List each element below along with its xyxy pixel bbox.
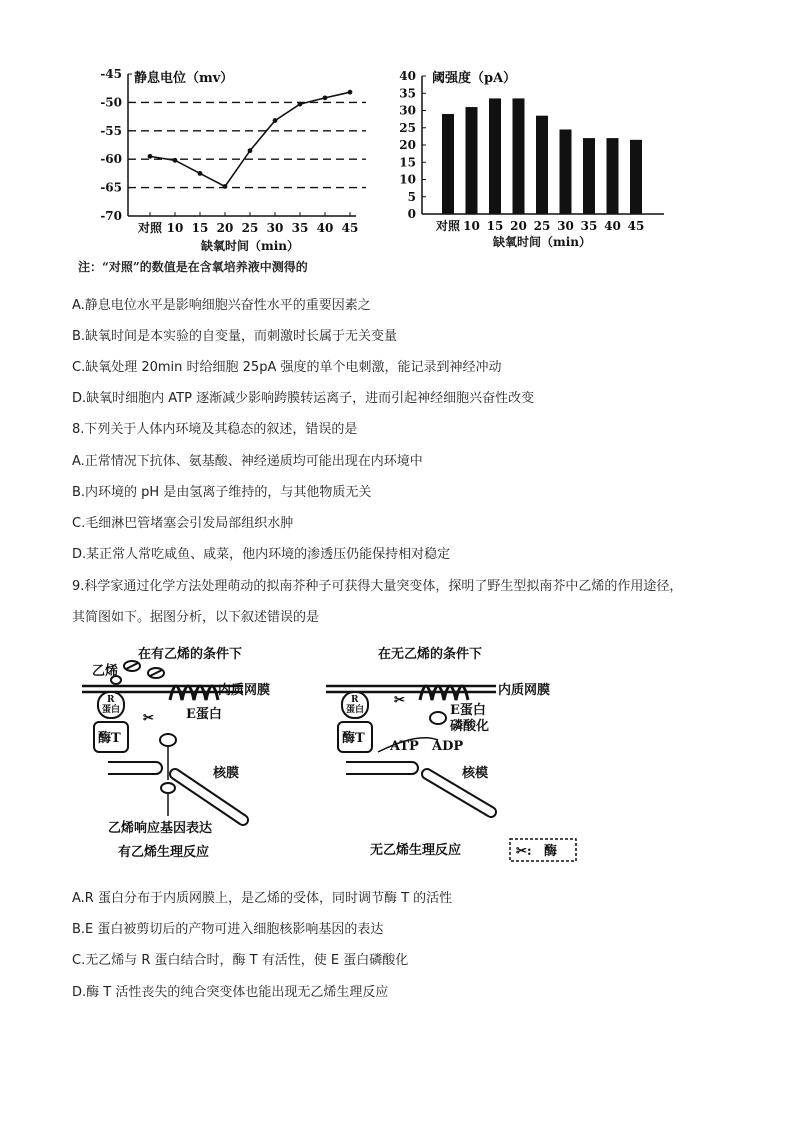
x-tick-label: 25 xyxy=(533,219,551,233)
adp-label: ADP xyxy=(432,739,464,754)
x-tick-label: 对照 xyxy=(137,221,163,235)
svg-text:蛋白: 蛋白 xyxy=(102,705,121,715)
x-tick-label: 30 xyxy=(557,219,574,233)
y-tick-label: -60 xyxy=(100,152,122,167)
q8-option-a: A.正常情况下抗体、氨基酸、神经递质均可能出现在内环境中 xyxy=(72,454,423,469)
q9-option-d: D.酶 T 活性丧失的纯合突变体也能出现无乙烯生理反应 xyxy=(72,985,389,1000)
svg-text:酶T: 酶T xyxy=(342,731,365,746)
bar xyxy=(513,98,525,214)
svg-text:R: R xyxy=(351,695,359,705)
e-protein-fragment-left xyxy=(160,734,176,746)
q7-option-a: A.静息电位水平是影响细胞兴奋性水平的重要因素之 xyxy=(72,298,371,313)
y-tick-label: 20 xyxy=(399,138,416,152)
ethylene-pathway-diagram xyxy=(78,640,578,870)
q8-option-c: C.毛细淋巴管堵塞会引发局部组织水肿 xyxy=(72,516,294,531)
svg-text:磷酸化: 磷酸化 xyxy=(450,719,490,734)
bar xyxy=(583,138,595,214)
chart-note: 注：“对照”的数值是在含氧培养液中测得的 xyxy=(78,260,308,274)
svg-text:R: R xyxy=(107,695,115,705)
q8-option-d: D.某正常人常吃咸鱼、咸菜，他内环境的渗透压仍能保持相对稳定 xyxy=(72,547,451,562)
x-tick-label: 对照 xyxy=(435,219,461,233)
x-tick-label: 35 xyxy=(580,219,598,233)
q9-stem-line1: 9.科学家通过化学方法处理萌动的拟南芥种子可获得大量突变体，探明了野生型拟南芥中乙烯的作用途径， xyxy=(72,579,683,594)
x-axis-label: 缺氧时间（min） xyxy=(201,239,299,253)
y-tick-label: -70 xyxy=(100,209,122,223)
bar xyxy=(489,98,501,214)
bar xyxy=(607,138,619,214)
y-tick-label: 30 xyxy=(399,103,416,118)
chart-title: 阈强度（pA） xyxy=(432,71,517,86)
y-tick-label: 0 xyxy=(407,207,416,221)
bar xyxy=(466,107,478,214)
data-point xyxy=(298,102,303,107)
chart-title: 静息电位（mv） xyxy=(134,71,234,86)
x-tick-label: 15 xyxy=(486,219,504,233)
y-tick-label: 10 xyxy=(399,172,416,187)
data-point xyxy=(223,184,228,189)
er-membrane-right xyxy=(326,686,496,692)
response-left-label: 有乙烯生理反应 xyxy=(118,845,210,860)
nuclear-membrane-label-left: 核膜 xyxy=(213,766,240,781)
nuclear-membrane-label-right: 核模 xyxy=(462,766,489,781)
q9-stem-line2: 其简图如下。据图分析，以下叙述错误的是 xyxy=(72,610,320,625)
data-point xyxy=(248,148,253,153)
svg-text:酶T: 酶T xyxy=(98,731,121,746)
data-point xyxy=(323,95,328,100)
q9-option-a: A.R 蛋白分布于内质网膜上，是乙烯的受体，同时调节酶 T 的活性 xyxy=(72,891,453,906)
bar xyxy=(630,140,642,214)
x-tick-label: 40 xyxy=(604,219,621,233)
y-tick-label: 25 xyxy=(399,120,416,135)
response-right-label: 无乙烯生理反应 xyxy=(370,843,462,858)
q8-option-b: B.内环境的 pH 是由氢离子维持的，与其他物质无关 xyxy=(72,485,372,500)
data-point xyxy=(348,90,353,95)
svg-text:✂: ✂ xyxy=(394,693,405,708)
x-tick-label: 40 xyxy=(316,221,334,235)
x-tick-label: 10 xyxy=(463,219,480,233)
series-line xyxy=(150,92,350,186)
atp-label: ATP xyxy=(390,739,419,754)
svg-text:E蛋白: E蛋白 xyxy=(450,703,486,718)
threshold-chart xyxy=(392,66,672,256)
ethylene-label: 乙烯 xyxy=(92,664,119,679)
y-tick-label: 35 xyxy=(399,86,416,101)
right-panel-title: 在无乙烯的条件下 xyxy=(378,647,483,662)
y-tick-label: 15 xyxy=(399,155,416,170)
y-tick-label: -55 xyxy=(100,123,122,138)
x-tick-label: 30 xyxy=(266,221,284,235)
y-tick-label: -65 xyxy=(100,180,122,195)
svg-text:✂:: ✂: xyxy=(516,844,532,859)
q7-option-d: D.缺氧时细胞内 ATP 逐渐减少影响跨膜转运离子，进而引起神经细胞兴奋性改变 xyxy=(72,391,535,406)
x-axis-label: 缺氧时间（min） xyxy=(493,235,591,249)
x-tick-label: 10 xyxy=(166,221,184,235)
q8-stem: 8.下列关于人体内环境及其稳态的叙述，错误的是 xyxy=(72,422,358,437)
data-point xyxy=(273,118,278,123)
resting-potential-chart xyxy=(76,66,376,256)
x-tick-label: 20 xyxy=(216,221,234,235)
x-tick-label: 25 xyxy=(241,221,259,235)
legend-enzyme-label: 酶 xyxy=(544,844,558,859)
data-point xyxy=(148,154,153,159)
ethylene-molecule-icon xyxy=(111,661,164,684)
gene-expression-label: 乙烯响应基因表达 xyxy=(108,821,213,836)
y-tick-label: -45 xyxy=(100,67,122,81)
x-tick-label: 45 xyxy=(341,221,359,235)
q7-option-c: C.缺氧处理 20min 时给细胞 25pA 强度的单个电刺激，能记录到神经冲动 xyxy=(72,360,502,375)
q9-option-b: B.E 蛋白被剪切后的产物可进入细胞核影响基因的表达 xyxy=(72,922,384,937)
q7-option-b: B.缺氧时间是本实验的自变量，而刺激时长属于无关变量 xyxy=(72,329,398,344)
q9-option-c: C.无乙烯与 R 蛋白结合时，酶 T 有活性，使 E 蛋白磷酸化 xyxy=(72,953,409,968)
x-tick-label: 35 xyxy=(291,221,309,235)
data-point xyxy=(198,171,203,176)
er-membrane-label-left: 内质网膜 xyxy=(218,683,271,698)
data-point xyxy=(173,158,178,163)
bar xyxy=(536,116,548,214)
e-protein-label-left: E蛋白 xyxy=(186,707,222,722)
bar xyxy=(442,114,454,214)
er-membrane-label-right: 内质网膜 xyxy=(498,683,551,698)
x-tick-label: 15 xyxy=(191,221,209,235)
left-panel-title: 在有乙烯的条件下 xyxy=(138,647,243,662)
bar xyxy=(560,129,572,214)
svg-text:蛋白: 蛋白 xyxy=(346,705,365,715)
x-tick-label: 45 xyxy=(627,219,645,233)
scissors-icon: ✂ xyxy=(143,711,154,726)
y-tick-label: -50 xyxy=(100,95,122,110)
x-tick-label: 20 xyxy=(510,219,527,233)
y-tick-label: 40 xyxy=(399,69,416,83)
y-tick-label: 5 xyxy=(407,189,416,204)
